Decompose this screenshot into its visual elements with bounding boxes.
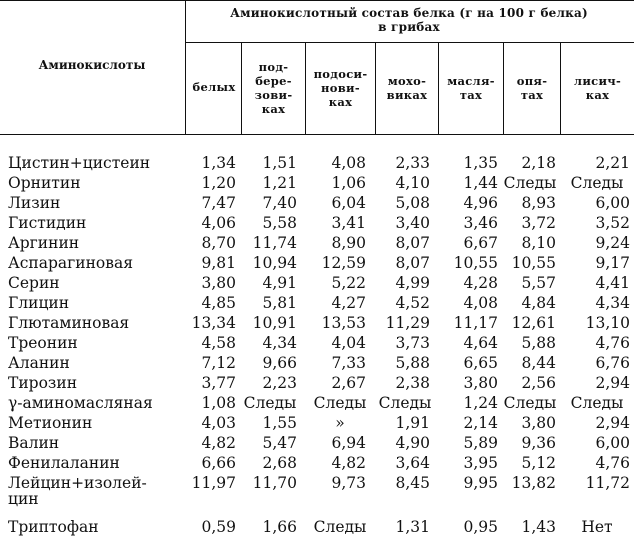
value-cell: 4,64 xyxy=(463,334,498,352)
value-cell: 13,53 xyxy=(321,314,366,332)
col-header-line: ках xyxy=(585,88,610,102)
value-cell: 5,88 xyxy=(521,334,556,352)
table-row xyxy=(0,155,634,172)
table-row xyxy=(0,455,634,472)
value-cell: 0,59 xyxy=(201,518,236,536)
amino-column-title: Аминокислоты xyxy=(38,58,146,72)
value-cell: 1,51 xyxy=(262,154,297,172)
group-title-line1: Аминокислотный состав белка (г на 100 г белка) xyxy=(230,6,588,20)
value-cell: 13,34 xyxy=(191,314,236,332)
value-cell: 3,80 xyxy=(201,274,236,292)
value-cell: 6,00 xyxy=(595,434,630,452)
amino-acid-name: Аргинин xyxy=(8,234,80,252)
value-cell: 9,81 xyxy=(201,254,236,272)
value-cell: 1,66 xyxy=(262,518,297,536)
col-header-line: лисич- xyxy=(573,74,622,88)
table-row xyxy=(0,355,634,372)
value-cell: Следы xyxy=(503,174,557,192)
value-cell: Следы xyxy=(503,394,557,412)
amino-acid-name: Триптофан xyxy=(8,518,99,536)
value-cell: 1,91 xyxy=(395,414,430,432)
value-cell: 9,73 xyxy=(331,474,366,492)
value-cell: 1,55 xyxy=(262,414,297,432)
value-cell: 6,94 xyxy=(331,434,366,452)
table-row xyxy=(0,235,634,252)
value-cell: 4,99 xyxy=(395,274,430,292)
value-cell: 3,52 xyxy=(595,214,630,232)
amino-acid-name: Валин xyxy=(8,434,60,452)
amino-acid-name: Орнитин xyxy=(8,174,81,192)
value-cell: Следы xyxy=(378,394,432,412)
value-cell: 13,82 xyxy=(511,474,556,492)
value-cell: 5,22 xyxy=(331,274,366,292)
group-title xyxy=(186,6,632,34)
value-cell: 1,35 xyxy=(463,154,498,172)
col-header-birch xyxy=(242,60,305,116)
value-cell: 8,44 xyxy=(521,354,556,372)
value-cell: 5,08 xyxy=(395,194,430,212)
value-cell: Следы xyxy=(313,518,367,536)
value-cell: 8,45 xyxy=(395,474,430,492)
amino-acid-name: Фенилаланин xyxy=(8,454,120,472)
col-header-line: ках xyxy=(328,95,353,109)
amino-acid-name: Глицин xyxy=(8,294,70,312)
value-cell: 1,34 xyxy=(201,154,236,172)
group-header-rule xyxy=(186,42,634,43)
value-cell: 12,59 xyxy=(321,254,366,272)
col-header-line: масля- xyxy=(447,74,495,88)
value-cell: 3,46 xyxy=(463,214,498,232)
value-cell: 10,55 xyxy=(453,254,498,272)
value-cell: 4,03 xyxy=(201,414,236,432)
value-cell: 2,33 xyxy=(395,154,430,172)
table-row xyxy=(0,275,634,292)
value-cell: 9,36 xyxy=(521,434,556,452)
value-cell: 11,29 xyxy=(385,314,430,332)
value-cell: 4,82 xyxy=(331,454,366,472)
value-cell: 5,89 xyxy=(463,434,498,452)
value-cell: 2,67 xyxy=(331,374,366,392)
col-header-line: виках xyxy=(386,88,428,102)
value-cell: 2,68 xyxy=(262,454,297,472)
value-cell: 3,95 xyxy=(463,454,498,472)
amino-acid-name: γ-аминомасляная xyxy=(8,394,153,412)
group-title-line2: в грибах xyxy=(378,20,440,34)
value-cell: 12,61 xyxy=(511,314,556,332)
col-header-line: мохо- xyxy=(387,74,427,88)
col-header-honey xyxy=(504,74,560,102)
value-cell: 1,20 xyxy=(201,174,236,192)
value-cell: Нет xyxy=(581,518,613,536)
amino-acid-name: Цистин+цистеин xyxy=(8,154,151,172)
value-cell: 3,64 xyxy=(395,454,430,472)
value-cell: 9,66 xyxy=(262,354,297,372)
value-cell: 4,06 xyxy=(201,214,236,232)
amino-acid-name: Лизин xyxy=(8,194,61,212)
amino-acid-name: Треонин xyxy=(8,334,78,352)
table-row xyxy=(0,255,634,272)
value-cell: 10,55 xyxy=(511,254,556,272)
value-cell: 4,85 xyxy=(201,294,236,312)
table-row xyxy=(0,475,634,492)
value-cell: 3,73 xyxy=(395,334,430,352)
value-cell: 13,10 xyxy=(585,314,630,332)
value-cell: 2,38 xyxy=(395,374,430,392)
col-header-line: белых xyxy=(192,80,236,94)
header-bottom-rule xyxy=(0,134,634,135)
value-cell: 4,08 xyxy=(331,154,366,172)
table-row xyxy=(0,215,634,232)
value-cell: 4,41 xyxy=(595,274,630,292)
value-cell: 4,91 xyxy=(262,274,297,292)
table-row xyxy=(0,375,634,392)
value-cell: 4,27 xyxy=(331,294,366,312)
amino-acid-name: Лейцин+изолей- xyxy=(8,474,147,492)
value-cell: 4,84 xyxy=(521,294,556,312)
col-header-moss xyxy=(376,74,438,102)
value-cell: 8,93 xyxy=(521,194,556,212)
value-cell: 1,24 xyxy=(463,394,498,412)
amino-acid-name: Серин xyxy=(8,274,60,292)
value-cell: 6,76 xyxy=(595,354,630,372)
value-cell: 5,88 xyxy=(395,354,430,372)
value-cell: 8,90 xyxy=(331,234,366,252)
value-cell: 3,41 xyxy=(331,214,366,232)
amino-acid-name: цин xyxy=(8,490,39,508)
col-header-line: нови- xyxy=(321,81,360,95)
amino-acid-name: Аланин xyxy=(8,354,70,372)
table-row xyxy=(0,175,634,192)
value-cell: 2,56 xyxy=(521,374,556,392)
value-cell: 4,58 xyxy=(201,334,236,352)
value-cell: 1,08 xyxy=(201,394,236,412)
col-header-line: под- xyxy=(258,60,289,74)
col-header-line: тах xyxy=(520,88,544,102)
top-rule xyxy=(0,0,634,1)
col-header-chanterelle xyxy=(561,74,634,102)
value-cell: 3,40 xyxy=(395,214,430,232)
value-cell: 4,52 xyxy=(395,294,430,312)
value-cell: 3,80 xyxy=(521,414,556,432)
value-cell: 4,34 xyxy=(262,334,297,352)
value-cell: 6,66 xyxy=(201,454,236,472)
value-cell: 2,23 xyxy=(262,374,297,392)
value-cell: 6,65 xyxy=(463,354,498,372)
amino-acid-name: Тирозин xyxy=(8,374,78,392)
value-cell: 4,34 xyxy=(595,294,630,312)
value-cell: 8,10 xyxy=(521,234,556,252)
value-cell: 1,21 xyxy=(262,174,297,192)
value-cell: 4,28 xyxy=(463,274,498,292)
value-cell: 10,91 xyxy=(252,314,297,332)
table-row xyxy=(0,519,634,536)
col-header-white xyxy=(187,80,241,94)
value-cell: 5,47 xyxy=(262,434,297,452)
value-cell: 10,94 xyxy=(252,254,297,272)
value-cell: 5,58 xyxy=(262,214,297,232)
value-cell: 8,07 xyxy=(395,254,430,272)
table-row xyxy=(0,491,634,508)
value-cell: 11,70 xyxy=(252,474,297,492)
col-header-line: зови- xyxy=(254,88,293,102)
value-cell: Следы xyxy=(570,174,624,192)
value-cell: 6,67 xyxy=(463,234,498,252)
value-cell: 7,47 xyxy=(201,194,236,212)
col-header-line: тах xyxy=(459,88,483,102)
value-cell: 11,74 xyxy=(252,234,297,252)
value-cell: 8,70 xyxy=(201,234,236,252)
value-cell: 9,17 xyxy=(595,254,630,272)
value-cell: 4,90 xyxy=(395,434,430,452)
value-cell: 8,07 xyxy=(395,234,430,252)
value-cell: 1,43 xyxy=(521,518,556,536)
value-cell: 11,97 xyxy=(191,474,236,492)
table-row xyxy=(0,315,634,332)
value-cell: 9,95 xyxy=(463,474,498,492)
value-cell: 11,17 xyxy=(453,314,498,332)
value-cell: 4,76 xyxy=(595,334,630,352)
value-cell: 7,40 xyxy=(262,194,297,212)
table-row xyxy=(0,395,634,412)
table-row xyxy=(0,415,634,432)
value-cell: 7,33 xyxy=(331,354,366,372)
value-cell: 4,10 xyxy=(395,174,430,192)
value-cell: Следы xyxy=(570,394,624,412)
value-cell: 2,94 xyxy=(595,414,630,432)
amino-acid-name: Глютаминовая xyxy=(8,314,130,332)
value-cell: 4,96 xyxy=(463,194,498,212)
value-cell: 0,95 xyxy=(463,518,498,536)
amino-acid-name: Аспарагиновая xyxy=(8,254,134,272)
value-cell: 5,81 xyxy=(262,294,297,312)
value-cell: 2,14 xyxy=(463,414,498,432)
value-cell: 1,31 xyxy=(395,518,430,536)
col-header-line: подоси- xyxy=(313,67,368,81)
value-cell: 6,00 xyxy=(595,194,630,212)
col-header-line: ках xyxy=(261,102,286,116)
value-cell: 6,04 xyxy=(331,194,366,212)
value-cell: 9,24 xyxy=(595,234,630,252)
value-cell: 2,21 xyxy=(595,154,630,172)
amino-acid-name: Гистидин xyxy=(8,214,87,232)
table-row xyxy=(0,295,634,312)
value-cell: 4,08 xyxy=(463,294,498,312)
value-cell: 5,12 xyxy=(521,454,556,472)
value-cell: » xyxy=(335,414,345,432)
value-cell: 2,18 xyxy=(521,154,556,172)
value-cell: 3,72 xyxy=(521,214,556,232)
value-cell: 4,82 xyxy=(201,434,236,452)
col-header-aspen xyxy=(306,67,375,109)
amino-acid-name: Метионин xyxy=(8,414,93,432)
value-cell: 2,94 xyxy=(595,374,630,392)
value-cell: 4,04 xyxy=(331,334,366,352)
value-cell: Следы xyxy=(243,394,297,412)
value-cell: 3,77 xyxy=(201,374,236,392)
value-cell: 1,44 xyxy=(463,174,498,192)
value-cell: Следы xyxy=(313,394,367,412)
col-header-line: бере- xyxy=(255,74,292,88)
table-row xyxy=(0,435,634,452)
value-cell: 5,57 xyxy=(521,274,556,292)
col-header-line: опя- xyxy=(516,74,548,88)
value-cell: 3,80 xyxy=(463,374,498,392)
table-row xyxy=(0,195,634,212)
col-header-butter xyxy=(439,74,503,102)
value-cell: 1,06 xyxy=(331,174,366,192)
table-row xyxy=(0,335,634,352)
value-cell: 11,72 xyxy=(585,474,630,492)
value-cell: 4,76 xyxy=(595,454,630,472)
value-cell: 7,12 xyxy=(201,354,236,372)
